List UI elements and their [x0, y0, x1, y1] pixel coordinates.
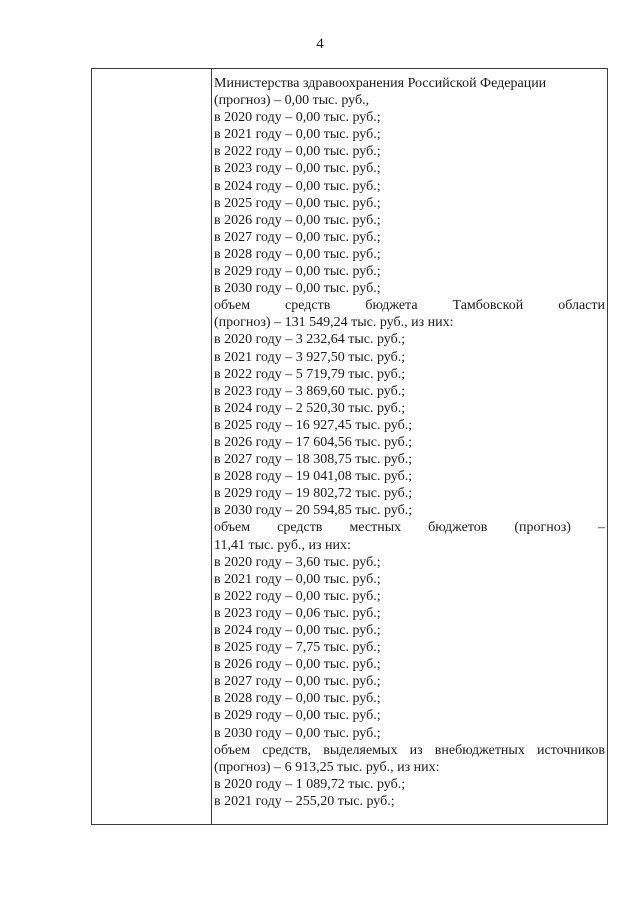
page-number: 4 — [316, 36, 324, 52]
text-line: в 2023 году – 0,00 тыс. руб.; — [214, 161, 381, 177]
text-line: в 2030 году – 20 594,85 тыс. руб.; — [214, 503, 413, 519]
text-line: в 2030 году – 0,00 тыс. руб.; — [214, 281, 381, 297]
text-line: в 2026 году – 17 604,56 тыс. руб.; — [214, 434, 413, 450]
text-line: в 2028 году – 0,00 тыс. руб.; — [214, 691, 381, 707]
text-line: в 2020 году – 3 232,64 тыс. руб.; — [214, 332, 406, 348]
text-line: в 2022 году – 0,00 тыс. руб.; — [214, 588, 381, 604]
text-line: в 2020 году – 0,00 тыс. руб.; — [214, 110, 381, 126]
text-line: объем средств местных бюджетов (прогноз) – — [214, 520, 605, 536]
text-line: в 2024 году – 0,00 тыс. руб.; — [214, 178, 381, 194]
text-line: 11,41 тыс. руб., из них: — [214, 537, 351, 553]
table-frame — [91, 68, 608, 825]
text-line: в 2028 году – 19 041,08 тыс. руб.; — [214, 469, 413, 485]
text-line: Министерства здравоохранения Российской Федерации — [214, 76, 547, 91]
text-line: (прогноз) – 6 913,25 тыс. руб., из них: — [214, 759, 440, 775]
text-line: в 2020 году – 3,60 тыс. руб.; — [214, 554, 381, 570]
text-line: в 2029 году – 0,00 тыс. руб.; — [214, 264, 381, 280]
text-line: в 2022 году – 0,00 тыс. руб.; — [214, 144, 381, 160]
text-line: в 2022 году – 5 719,79 тыс. руб.; — [214, 366, 406, 382]
text-line: в 2023 году – 0,06 тыс. руб.; — [214, 605, 381, 621]
text-line: в 2026 году – 0,00 тыс. руб.; — [214, 657, 381, 673]
text-line: в 2021 году – 0,00 тыс. руб.; — [214, 127, 381, 143]
text-line: в 2025 году – 16 927,45 тыс. руб.; — [214, 417, 413, 433]
text-line: объем средств бюджета Тамбовской области — [214, 298, 605, 314]
text-line: в 2027 году – 0,00 тыс. руб.; — [214, 674, 381, 690]
text-line: в 2020 году – 1 089,72 тыс. руб.; — [214, 776, 406, 792]
text-line: в 2024 году – 0,00 тыс. руб.; — [214, 623, 381, 638]
text-line: в 2021 году – 255,20 тыс. руб.; — [214, 793, 395, 809]
text-line: в 2029 году – 19 802,72 тыс. руб.; — [214, 486, 413, 502]
text-line: в 2029 году – 0,00 тыс. руб.; — [214, 708, 381, 724]
text-line: в 2024 году – 2 520,30 тыс. руб.; — [214, 400, 406, 416]
text-line: в 2021 году – 3 927,50 тыс. руб.; — [214, 349, 406, 365]
table-cell-content — [214, 75, 605, 810]
text-line: в 2025 году – 0,00 тыс. руб.; — [214, 195, 381, 211]
text-line: в 2030 году – 0,00 тыс. руб.; — [214, 725, 381, 741]
text-line: в 2026 году – 0,00 тыс. руб.; — [214, 212, 381, 228]
text-line: в 2021 году – 0,00 тыс. руб.; — [214, 571, 381, 587]
text-line: в 2027 году – 0,00 тыс. руб.; — [214, 229, 381, 245]
text-line: (прогноз) – 0,00 тыс. руб., — [214, 93, 370, 109]
text-line: в 2025 году – 7,75 тыс. руб.; — [214, 640, 381, 656]
column-divider — [211, 69, 212, 824]
text-line: объем средств, выделяемых из внебюджетных источников — [214, 742, 605, 758]
text-line: (прогноз) – 131 549,24 тыс. руб., из них: — [214, 315, 454, 331]
text-line: в 2028 году – 0,00 тыс. руб.; — [214, 246, 381, 262]
text-line: в 2027 году – 18 308,75 тыс. руб.; — [214, 452, 413, 468]
text-line: в 2023 году – 3 869,60 тыс. руб.; — [214, 383, 406, 399]
